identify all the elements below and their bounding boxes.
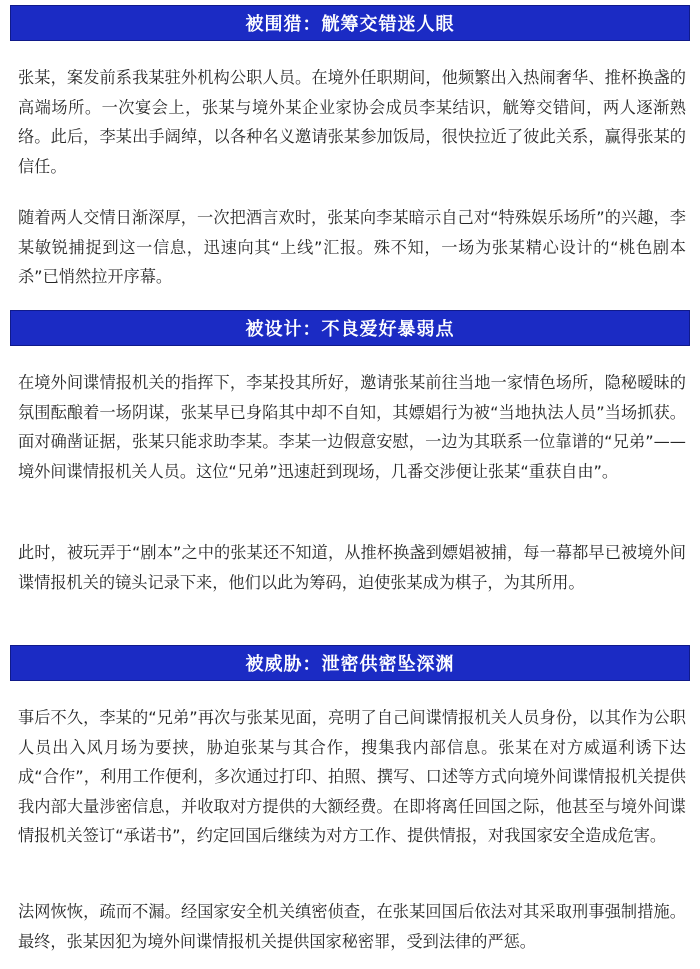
- section-3-banner: [10, 645, 690, 681]
- section-2-heading: 被设计：不良爱好暴弱点: [245, 319, 455, 340]
- section-1-heading: 被围猎：觥筹交错迷人眼: [245, 14, 455, 35]
- section-1-paragraph-2: 随着两人交情日渐深厚，一次把酒言欢时，张某向李某暗示自己对“特殊娱乐场所”的兴趣，李某敏锐捕捉到这一信息，迅速向其“上线”汇报。殊不知，一场为张某精心设计的“桃色剧本杀”已悄然拉开序幕。: [18, 208, 686, 286]
- section-1-banner: [10, 5, 690, 41]
- section-2-paragraph-2: 此时，被玩弄于“剧本”之中的张某还不知道，从推杯换盏到嫖娼被捕，每一幕都早已被境外间谍情报机关的镜头记录下来，他们以此为筹码，迫使张某成为棋子，为其所用。: [18, 543, 686, 592]
- section-1-paragraph-1: 张某，案发前系我某驻外机构公职人员。在境外任职期间，他频繁出入热闹奢华、推杯换盏的高端场所。一次宴会上，张某与境外某企业家协会成员李某结识，觥筹交错间，两人逐渐熟络。此后，李某出手阔绰，以各种名义邀请张某参加饭局，很快拉近了彼此关系，赢得张某的信任。: [18, 68, 686, 176]
- section-3-paragraph-1: 事后不久，李某的“兄弟”再次与张某见面，亮明了自己间谍情报机关人员身份，以其作为公职人员出入风月场为要挟，胁迫张某与其合作，搜集我内部信息。张某在对方威逼利诱下达成“合作”，利用工作便利，多次通过打印、拍照、撰写、口述等方式向境外间谍情报机关提供我内部大量涉密信息，并收取对方提供的大额经费。在即将离任回国之际，他甚至与境外间谍情报机关签订“承诺书”，约定回国后继续为对方工作、提供情报，对我国家安全造成危害。: [18, 708, 686, 845]
- section-3-paragraph-2: 法网恢恢，疏而不漏。经国家安全机关缜密侦查，在张某回国后依法对其采取刑事强制措施。最终，张某因犯为境外间谍情报机关提供国家秘密罪，受到法律的严惩。: [18, 902, 686, 951]
- section-2-banner: [10, 310, 690, 346]
- section-2-paragraph-1: 在境外间谍情报机关的指挥下，李某投其所好，邀请张某前往当地一家情色场所，隐秘暧昧的氛围酝酿着一场阴谋，张某早已身陷其中却不自知，其嫖娼行为被“当地执法人员”当场抓获。面对确凿证据，张某只能求助李某。李某一边假意安慰，一边为其联系一位靠谱的“兄弟”——境外间谍情报机关人员。这位“兄弟”迅速赶到现场，几番交涉便让张某“重获自由”。: [18, 373, 686, 481]
- section-3-heading: 被威胁：泄密供密坠深渊: [245, 654, 455, 675]
